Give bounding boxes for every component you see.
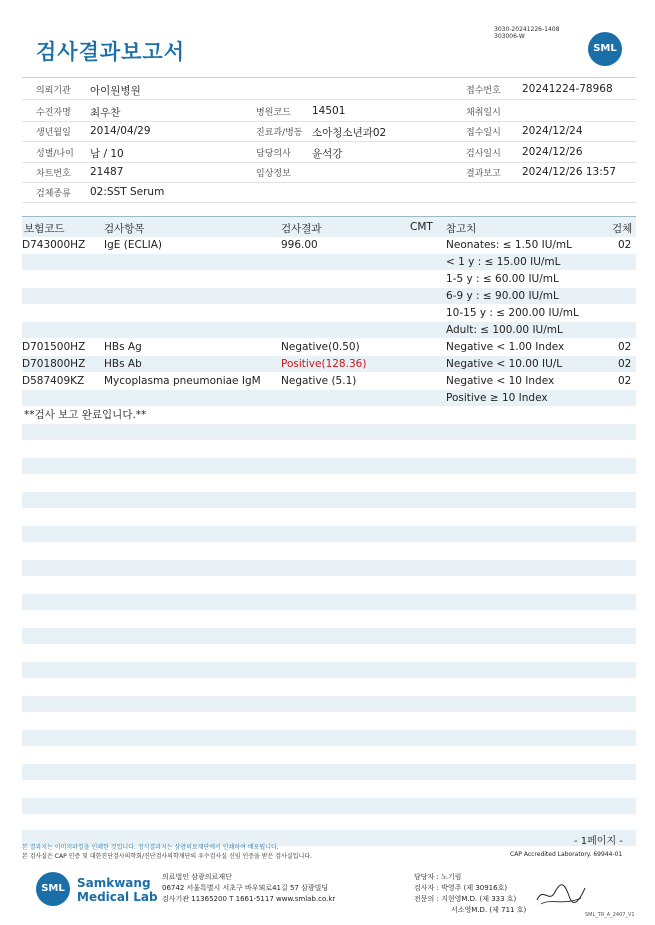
- table-row: < 1 y : ≤ 15.00 IU/mL: [446, 256, 561, 268]
- table-row: 6-9 y : ≤ 90.00 IU/mL: [446, 290, 559, 302]
- patient-name: 최우찬: [90, 107, 121, 119]
- page-number: - 1페이지 -: [574, 836, 623, 847]
- sex-age: 남 / 10: [90, 148, 124, 160]
- table-row: D743000HZ IgE (ECLIA) 996.00 Neonates: ≤ 1.50 IU/mL 02: [22, 239, 632, 251]
- table-row: D701800HZ HBs Ab Positive(128.36) Negative < 10.00 IU/L 02: [22, 358, 632, 370]
- header-row-patient: 수진자명 최우찬 병원코드 14501 채취일시: [22, 100, 636, 122]
- receipt-date: 2024/12/24: [522, 125, 583, 137]
- birth-date: 2014/04/29: [90, 125, 151, 137]
- institution-value: 아이원병원: [90, 85, 141, 97]
- table-row: 10-15 y : ≤ 200.00 IU/mL: [446, 307, 579, 319]
- sml-logo-icon: SML: [588, 32, 622, 66]
- accreditation-notice: 본 검사실은 CAP 인증 및 대한진단검사의학회/진단검사의학재단의 우수검사실 신임 인증을 받은 검사실입니다.: [22, 853, 312, 860]
- completion-message: **검사 보고 완료입니다.**: [24, 409, 147, 421]
- row-stripe: [22, 628, 636, 644]
- print-notice: 본 결과지는 이미지파일을 인쇄한 것입니다. 정식결과지는 삼광의료재단에서 인쇄하여 배포됩니다.: [22, 844, 279, 851]
- row-stripe: [22, 798, 636, 814]
- row-stripe: [22, 526, 636, 542]
- table-row: Adult: ≤ 100.00 IU/mL: [446, 324, 563, 336]
- company-address: 의료법인 삼광의료재단 06742 서울특별시 서초구 바우뫼로41길 57 삼광빌딩 검사기관 11365200 T 1661-5117 www.smlab.co.kr: [162, 873, 336, 903]
- report-title: 검사결과보고서: [36, 40, 186, 64]
- report-date: 2024/12/26 13:57: [522, 166, 617, 178]
- table-row: D701500HZ HBs Ag Negative(0.50) Negative < 1.00 Index 02: [22, 341, 632, 353]
- row-stripe: [22, 424, 636, 440]
- row-stripe: [22, 764, 636, 780]
- row-stripe: [22, 492, 636, 508]
- document-code: 3030-20241226-1408 303006-W: [494, 26, 560, 40]
- row-stripe: [22, 458, 636, 474]
- staff-list: 담당자 : 노기림 검사자 : 박영주 (제 30916호) 전문의 : 지현영M.D. (제 333 호) 서소영M.D. (제 711 호): [414, 873, 527, 914]
- header-row-chart: 차트번호 21487 임상정보 결과보고 2024/12/26 13:57: [22, 161, 636, 183]
- specimen-type: 02:SST Serum: [90, 186, 165, 198]
- header-row-specimen: 검체종류 02:SST Serum: [22, 181, 636, 203]
- chart-number: 21487: [90, 166, 124, 178]
- cap-accreditation: CAP Accredited Laboratory. 69944-01: [510, 851, 623, 858]
- doctor-name: 윤석강: [312, 148, 343, 160]
- table-row: 1-5 y : ≤ 60.00 IU/mL: [446, 273, 559, 285]
- sml-footer-logo-icon: SML: [36, 872, 70, 906]
- header-row-birth: 생년월일 2014/04/29 진료과/병동 소아청소년과02 접수일시 2024/12/24: [22, 120, 636, 142]
- row-stripe: [22, 560, 636, 576]
- row-stripe: [22, 662, 636, 678]
- test-date: 2024/12/26: [522, 146, 583, 158]
- header-row-institution: 의뢰기관 아이원병원 접수번호 20241224-78968: [22, 78, 636, 100]
- signature-icon: [535, 880, 587, 908]
- row-stripe: [22, 594, 636, 610]
- receipt-number: 20241224-78968: [522, 83, 613, 95]
- hospital-code: 14501: [312, 105, 346, 117]
- row-stripe: [22, 730, 636, 746]
- company-name: Samkwang Medical Lab: [77, 876, 158, 904]
- department: 소아청소년과02: [312, 127, 387, 139]
- header-row-sex-age: 성별/나이 남 / 10 담당의사 윤석강 검사일시 2024/12/26: [22, 141, 636, 163]
- table-row: Positive ≥ 10 Index: [446, 392, 548, 404]
- form-version: SML_TR_A_2407_V1: [585, 912, 635, 918]
- row-stripe: [22, 696, 636, 712]
- results-table-header: 보험코드 검사항목 검사결과 CMT 참고치 검체: [22, 216, 636, 237]
- table-row: D587409KZ Mycoplasma pneumoniae IgM Negative (5.1) Negative < 10 Index 02: [22, 375, 632, 387]
- positive-result: Positive(128.36): [281, 358, 367, 370]
